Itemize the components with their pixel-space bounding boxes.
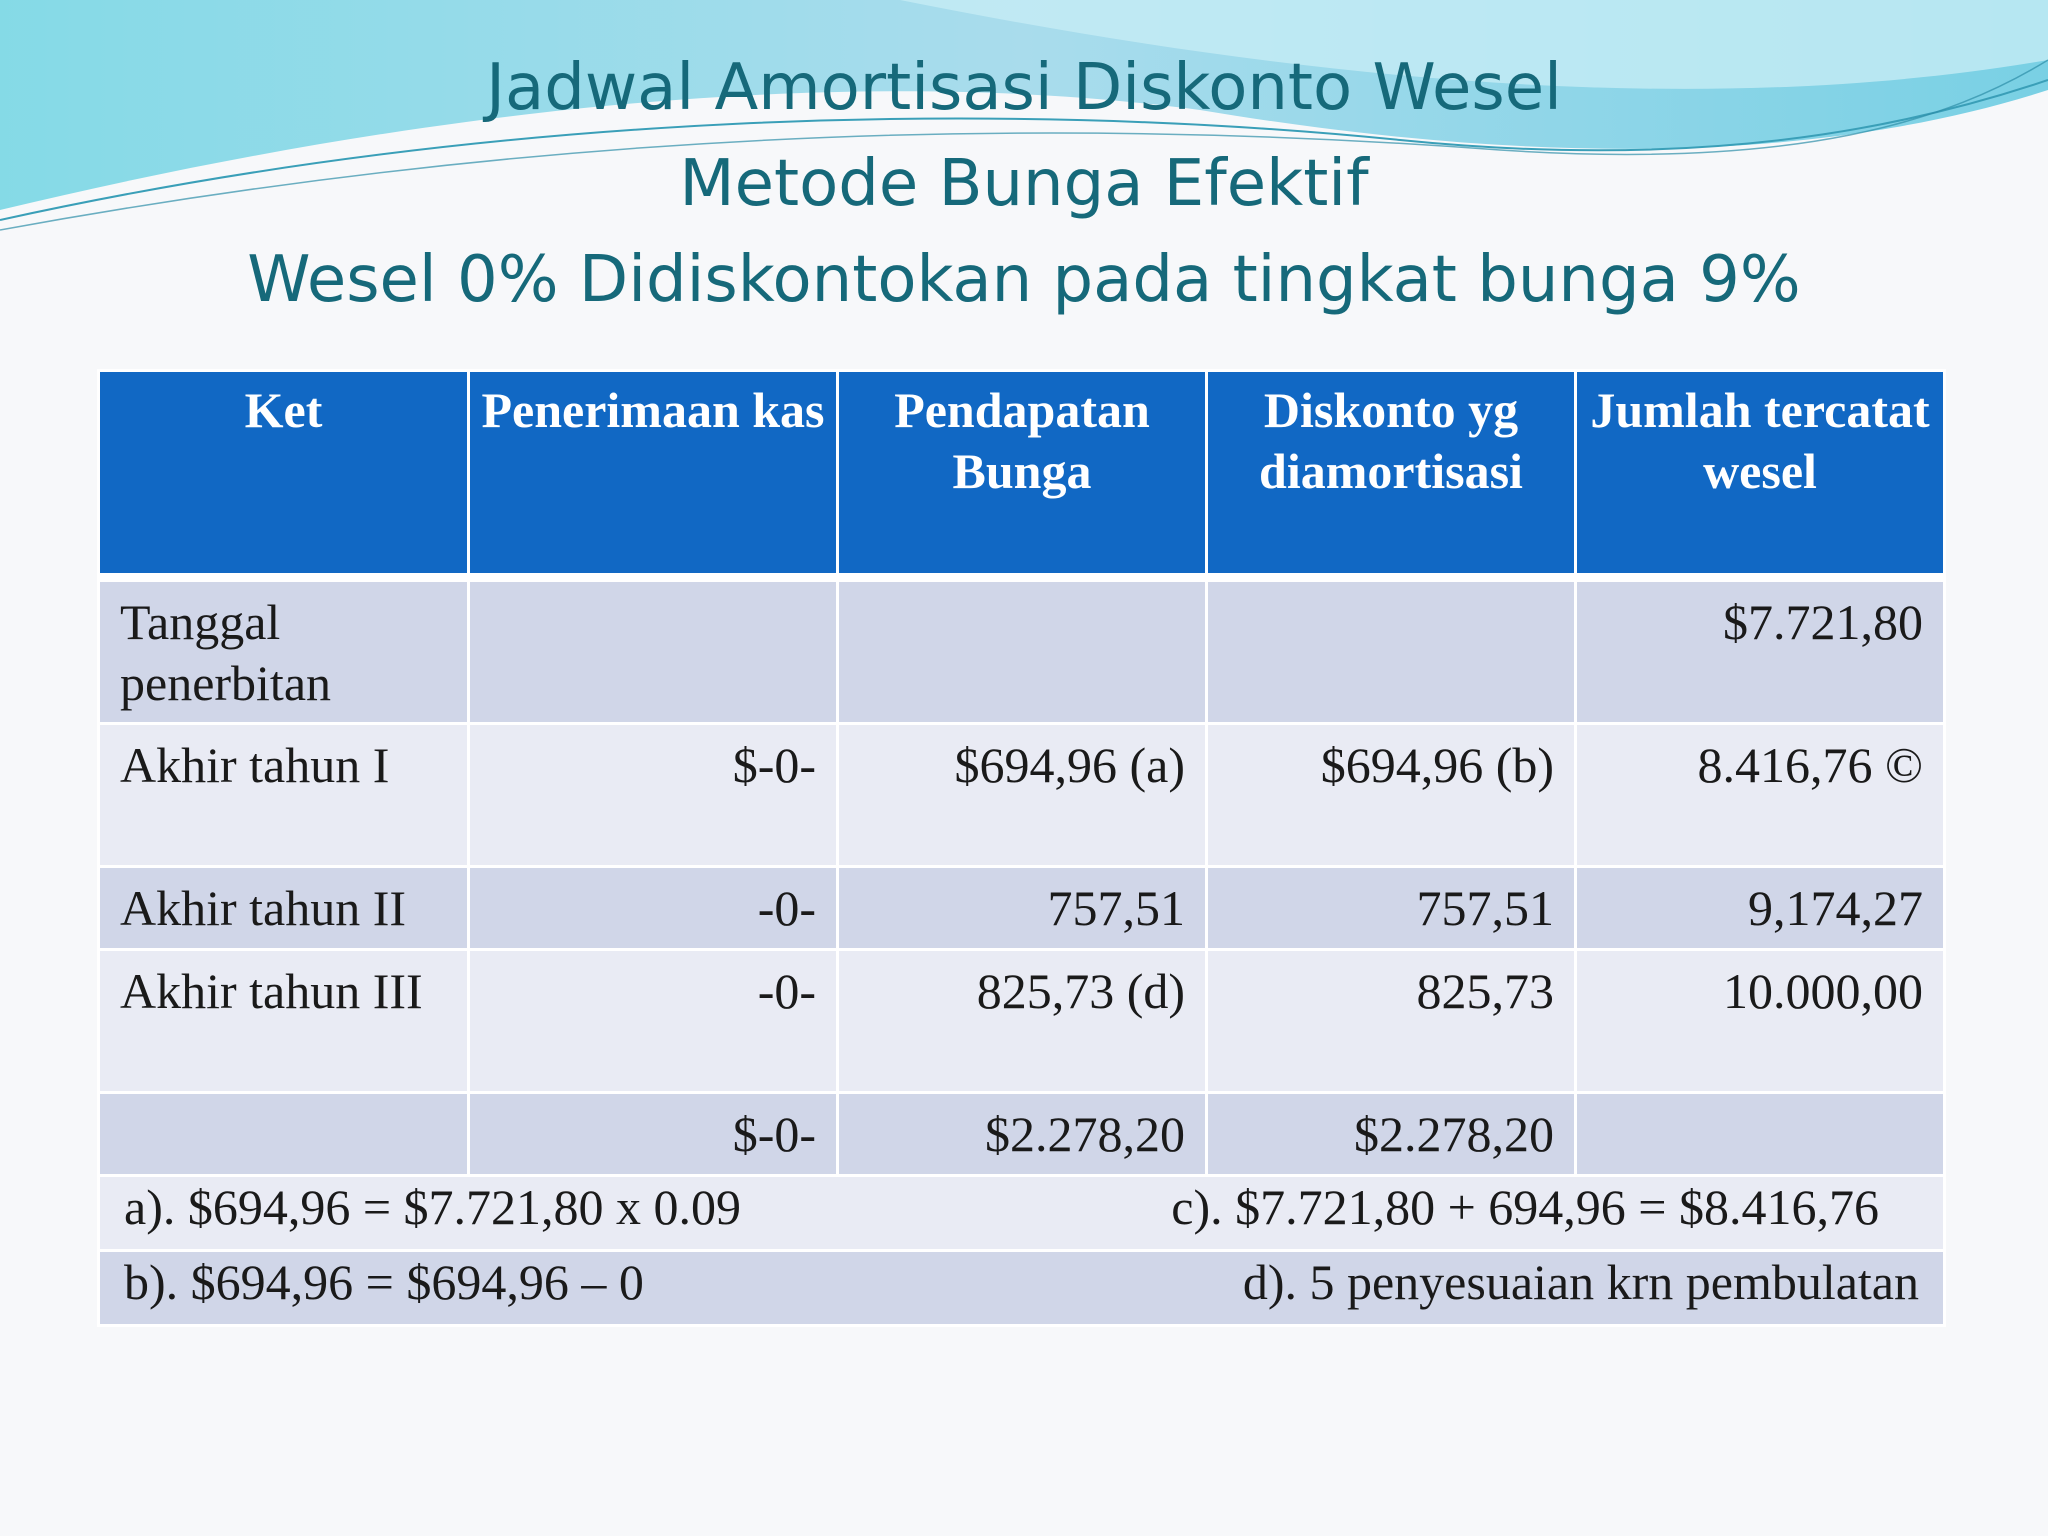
note-b: b). $694,96 = $694,96 – 0 xyxy=(124,1254,644,1310)
cell-diskonto: $2.278,20 xyxy=(1207,1093,1576,1176)
cell-ket xyxy=(99,1093,469,1176)
cell-jumlah: 8.416,76 © xyxy=(1576,724,1945,867)
cell-pendapatan: 825,73 (d) xyxy=(838,950,1207,1093)
cell-jumlah: $7.721,80 xyxy=(1576,578,1945,724)
cell-diskonto xyxy=(1207,578,1576,724)
note-row xyxy=(99,1176,1945,1251)
header-pendapatan-bunga: Pendapatan Bunga xyxy=(838,371,1207,578)
cell-ket: Akhir tahun III xyxy=(99,950,469,1093)
cell-diskonto: 825,73 xyxy=(1207,950,1576,1093)
cell-pendapatan xyxy=(838,578,1207,724)
table-total-row xyxy=(99,1093,1945,1176)
cell-penerimaan: $-0- xyxy=(469,1093,838,1176)
title-line-3: Wesel 0% Didiskontokan pada tingkat bunga 9% xyxy=(247,243,1801,317)
header-ket: Ket xyxy=(99,371,469,578)
table-row xyxy=(99,867,1945,950)
note-d: d). 5 penyesuaian krn pembulatan xyxy=(1242,1254,1919,1310)
title-line-1: Jadwal Amortisasi Diskonto Wesel xyxy=(486,51,1562,125)
cell-jumlah: 9,174,27 xyxy=(1576,867,1945,950)
title-line-2: Metode Bunga Efektif xyxy=(679,147,1369,221)
cell-ket: Akhir tahun I xyxy=(99,724,469,867)
cell-jumlah: 10.000,00 xyxy=(1576,950,1945,1093)
cell-ket: Akhir tahun II xyxy=(99,867,469,950)
note-a: a). $694,96 = $7.721,80 x 0.09 xyxy=(124,1179,742,1235)
cell-pendapatan: 757,51 xyxy=(838,867,1207,950)
cell-penerimaan: $-0- xyxy=(469,724,838,867)
table-row xyxy=(99,724,1945,867)
note-c: c). $7.721,80 + 694,96 = $8.416,76 xyxy=(1171,1179,1879,1235)
header-jumlah-tercatat: Jumlah tercatat wesel xyxy=(1576,371,1945,578)
header-penerimaan-kas: Penerimaan kas xyxy=(469,371,838,578)
table-row xyxy=(99,578,1945,724)
table-row xyxy=(99,950,1945,1093)
cell-diskonto: $694,96 (b) xyxy=(1207,724,1576,867)
table-header-row xyxy=(99,371,1945,578)
slide-title xyxy=(0,40,2048,328)
note-row xyxy=(99,1251,1945,1326)
cell-jumlah xyxy=(1576,1093,1945,1176)
cell-ket: Tanggal penerbitan xyxy=(99,578,469,724)
cell-penerimaan: -0- xyxy=(469,950,838,1093)
cell-diskonto: 757,51 xyxy=(1207,867,1576,950)
cell-penerimaan xyxy=(469,578,838,724)
cell-pendapatan: $694,96 (a) xyxy=(838,724,1207,867)
header-diskonto: Diskonto yg diamortisasi xyxy=(1207,371,1576,578)
cell-pendapatan: $2.278,20 xyxy=(838,1093,1207,1176)
amortization-table xyxy=(97,369,1946,1327)
cell-penerimaan: -0- xyxy=(469,867,838,950)
